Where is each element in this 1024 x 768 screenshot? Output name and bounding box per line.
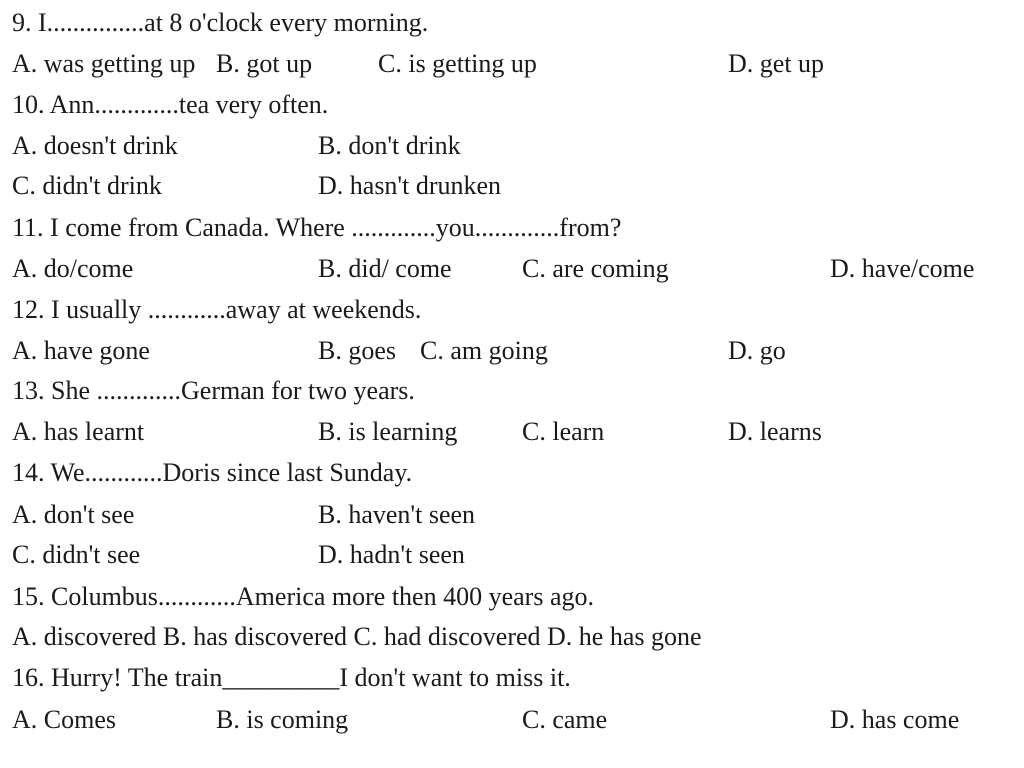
question-10-option-a: A. doesn't drink <box>12 131 178 160</box>
question-12-option-b: B. goes <box>318 336 396 365</box>
question-9-option-a: A. was getting up <box>12 49 196 78</box>
question-10-option-b: B. don't drink <box>318 131 461 160</box>
question-11-option-b: B. did/ come <box>318 254 452 283</box>
question-12-option-c: C. am going <box>420 336 548 365</box>
question-11-stem: 11. I come from Canada. Where .............you.............from? <box>12 213 622 242</box>
question-16-option-b: B. is coming <box>216 705 349 734</box>
question-14-option-c: C. didn't see <box>12 540 141 569</box>
question-13-option-b: B. is learning <box>318 417 458 446</box>
question-12-option-d: D. go <box>728 336 786 365</box>
question-14-stem: 14. We............Doris since last Sunday. <box>12 458 413 487</box>
question-11-option-c: C. are coming <box>522 254 669 283</box>
question-15-options: A. discovered B. has discovered C. had discovered D. he has gone <box>12 622 702 651</box>
question-16-option-d: D. has come <box>830 705 960 734</box>
question-13-stem: 13. She .............German for two years. <box>12 376 415 405</box>
question-12-stem: 12. I usually ............away at weekends. <box>12 295 422 324</box>
question-13-option-a: A. has learnt <box>12 417 145 446</box>
question-12-option-a: A. have gone <box>12 336 150 365</box>
question-9-option-b: B. got up <box>216 49 313 78</box>
question-9-option-d: D. get up <box>728 49 825 78</box>
question-14-option-d: D. hadn't seen <box>318 540 465 569</box>
question-13-option-d: D. learns <box>728 417 822 446</box>
question-11-option-d: D. have/come <box>830 254 975 283</box>
question-10-stem: 10. Ann.............tea very often. <box>12 90 329 119</box>
question-16-stem: 16. Hurry! The train_________I don't want to miss it. <box>12 663 571 692</box>
question-13-option-c: C. learn <box>522 417 605 446</box>
question-14-option-b: B. haven't seen <box>318 500 476 529</box>
question-10-option-d: D. hasn't drunken <box>318 171 502 200</box>
question-16-option-a: A. Comes <box>12 705 116 734</box>
question-9-option-c: C. is getting up <box>378 49 537 78</box>
question-11-option-a: A. do/come <box>12 254 134 283</box>
question-9-stem: 9. I...............at 8 o'clock every morning. <box>12 8 429 37</box>
question-16-option-c: C. came <box>522 705 608 734</box>
question-10-option-c: C. didn't drink <box>12 171 162 200</box>
question-14-option-a: A. don't see <box>12 500 135 529</box>
question-15-stem: 15. Columbus............America more then 400 years ago. <box>12 582 594 611</box>
